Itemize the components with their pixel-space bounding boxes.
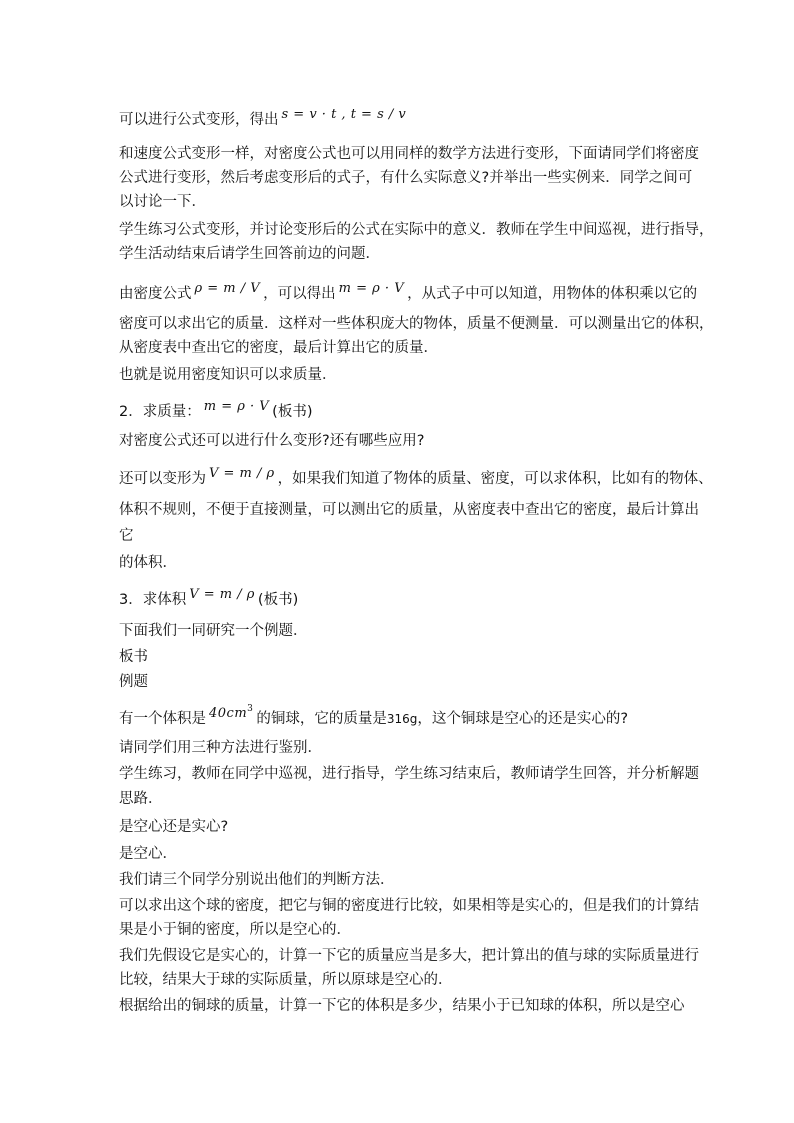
formula: m = ρ · V — [203, 399, 270, 414]
text: 还可以变形为 — [119, 471, 206, 487]
text: 和速度公式变形一样，对密度公式也可以用同样的数学方法进行变形，下面请同学们将密度 — [119, 146, 699, 162]
text-line — [119, 621, 308, 641]
text-line — [119, 281, 698, 305]
text: 体积不规则，不便于直接测量，可以测出它的质量，从密度表中查出它的密度，最后计算出 — [119, 502, 699, 518]
text: 根据给出的铜球的质量，计算一下它的体积是多少，结果小于已知球的体积，所以是空心 — [119, 998, 685, 1014]
text: 学生练习公式变形，并讨论变形后的公式在实际中的意义．教师在学生中间巡视，进行指导， — [119, 222, 714, 238]
text: 我们先假设它是实心的，计算一下它的质量应当是多大，把计算出的值与球的实际质量进行 — [119, 948, 699, 964]
text: 有一个体积是 — [119, 711, 206, 727]
text-line — [119, 314, 714, 334]
text-line — [119, 672, 148, 692]
text-line — [119, 500, 699, 520]
text: 思路． — [119, 791, 163, 807]
text: 例题 — [119, 674, 148, 690]
text: 学生练习，教师在同学中巡视，进行指导，学生练习结束后，教师请学生回答，并分析解题 — [119, 766, 699, 782]
formula: V = m / ρ — [189, 587, 255, 602]
text-line — [119, 764, 699, 784]
text: ，可以得出 — [263, 286, 336, 302]
text-line — [119, 817, 228, 837]
text: 下面我们一同研究一个例题． — [119, 623, 308, 639]
text-line — [119, 870, 395, 890]
text: 是空心． — [119, 846, 177, 862]
text: 由密度公式 — [119, 286, 192, 302]
text: 也就是说用密度知识可以求质量． — [119, 367, 337, 383]
text: 板书 — [119, 649, 148, 665]
text: ，这个铜球是空心的还是实心的? — [417, 711, 629, 727]
text-line — [119, 896, 699, 916]
text-line — [119, 587, 299, 611]
text: 以讨论一下． — [119, 194, 206, 210]
text-line — [119, 704, 629, 731]
text: 比较，结果大于球的实际质量，所以原球是空心的． — [119, 972, 453, 988]
text: 从密度表中查出它的密度，最后计算出它的质量． — [119, 340, 438, 356]
text: 是空心还是实心? — [119, 819, 229, 835]
text-line — [119, 365, 337, 385]
text: 它 — [119, 528, 134, 544]
text-line — [119, 946, 699, 966]
text: 学生活动结束后请学生回答前边的问题． — [119, 246, 380, 262]
formula: ρ = m / V — [194, 281, 261, 296]
text: 密度可以求出它的质量．这样对一些体积庞大的物体，质量不便测量．可以测量出它的体积， — [119, 316, 714, 332]
formula-base: 40cm — [209, 706, 248, 721]
text-line — [119, 844, 177, 864]
text-line — [119, 399, 313, 423]
text: 我们请三个同学分别说出他们的判断方法． — [119, 872, 395, 888]
text: 2．求质量： — [119, 404, 201, 420]
text-line — [119, 647, 148, 667]
text: 果是小于铜的密度，所以是空心的． — [119, 922, 351, 938]
text: 请同学们用三种方法进行鉴别． — [119, 740, 322, 756]
text: 可以进行公式变形，得出 — [119, 112, 279, 128]
text: 的体积． — [119, 555, 177, 571]
text-line — [119, 970, 453, 990]
text: 对密度公式还可以进行什么变形?还有哪些应用? — [119, 433, 425, 449]
text-line — [119, 789, 163, 809]
mass-value: 316g — [386, 712, 418, 726]
text-line — [119, 920, 351, 940]
text-line — [119, 244, 380, 264]
text-line — [119, 526, 134, 546]
formula: s = v · t , t = s / v — [281, 107, 407, 122]
text: 的铜球，它的质量是 — [256, 711, 387, 727]
formula — [209, 706, 253, 721]
text-line — [119, 338, 438, 358]
text: 公式进行变形，然后考虑变形后的式子，有什么实际意义?并举出一些实例来．同学之间可 — [119, 170, 693, 186]
text: ，如果我们知道了物体的质量、密度，可以求体积，比如有的物体、 — [277, 471, 713, 487]
text-line — [119, 144, 699, 164]
text: (板书) — [272, 404, 313, 420]
text: 3．求体积 — [119, 592, 187, 608]
superscript: 3 — [247, 704, 254, 714]
text-line — [119, 168, 692, 188]
text-line — [119, 192, 206, 212]
text-line — [119, 466, 713, 490]
text-line — [119, 431, 424, 451]
text-line — [119, 996, 685, 1016]
text: 可以求出这个球的密度，把它与铜的密度进行比较，如果相等是实心的，但是我们的计算结 — [119, 898, 699, 914]
text-line — [119, 738, 322, 758]
formula: V = m / ρ — [209, 466, 275, 481]
text-line — [119, 220, 714, 240]
formula: m = ρ · V — [338, 281, 405, 296]
text-line — [119, 553, 177, 573]
text: (板书) — [257, 592, 299, 608]
text-line — [119, 107, 409, 131]
text: ，从式子中可以知道，用物体的体积乘以它的 — [407, 286, 698, 302]
